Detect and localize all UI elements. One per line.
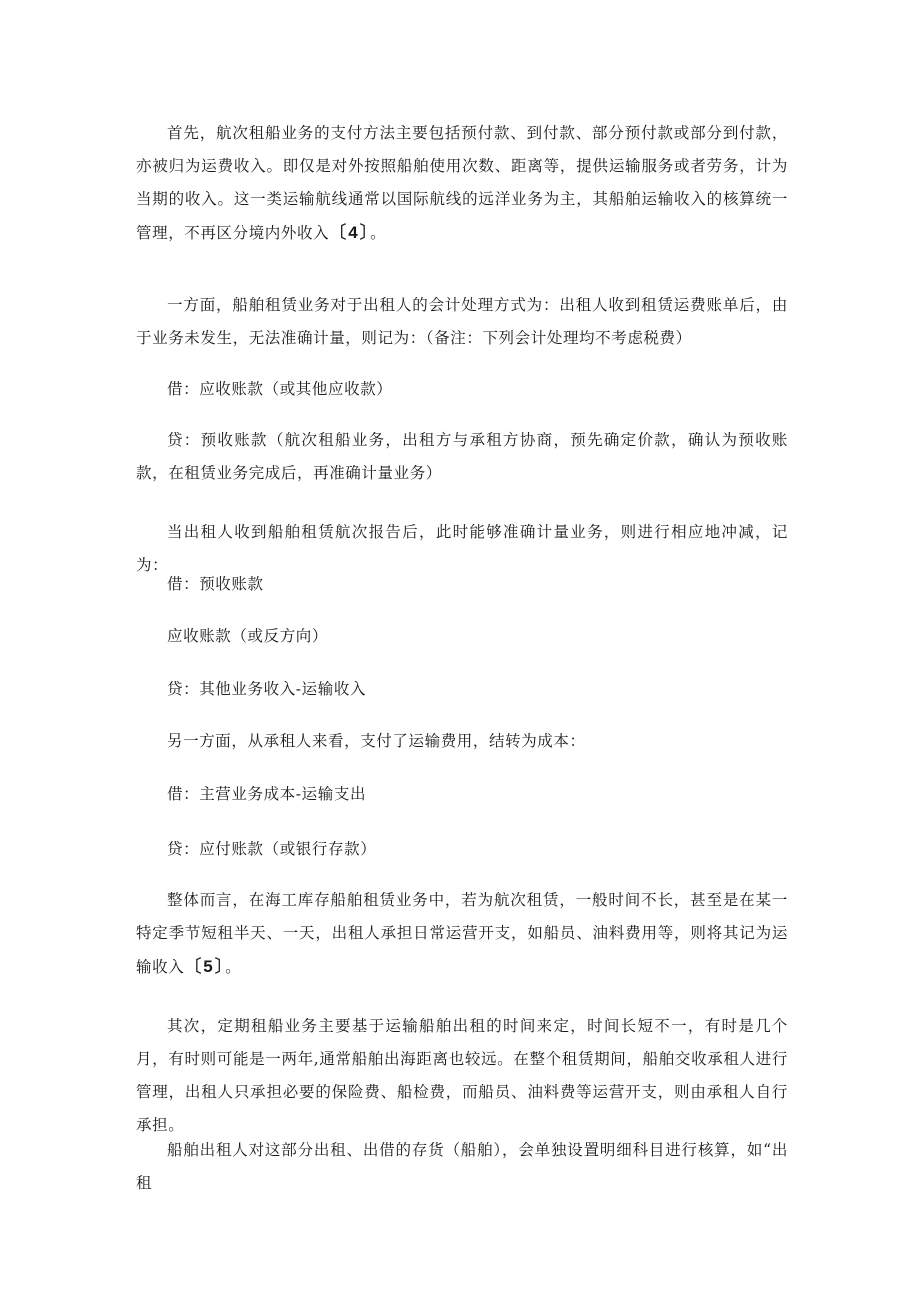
paragraph-text: 当出租人收到船舶租赁航次报告后，此时能够准确计量业务，则进行相应地冲减，记为： xyxy=(136,523,788,574)
paragraph-tail: 。 xyxy=(225,958,242,976)
paragraph-text: 整体而言，在海工库存船舶租赁业务中，若为航次租赁，一般时间不长，甚至是在某一特定季节短租半天、一天，出租人承担日常运营开支，如船员、油料费用等，则将其记为运输收入 xyxy=(136,891,788,976)
paragraph-debit-main-cost xyxy=(136,778,788,811)
paragraph-text: 一方面，船舶租赁业务对于出租人的会计处理方式为：出租人收到租赁运费账单后，由于业务未发生，无法准确计量，则记为：（备注：下列会计处理均不考虑税费） xyxy=(136,296,788,347)
citation-ref-5: 〔5〕 xyxy=(184,957,226,976)
paragraph-lessee-view xyxy=(136,725,788,758)
paragraph-lessor-accounting xyxy=(136,289,788,355)
paragraph-text: 贷：其他业务收入-运输收入 xyxy=(167,680,367,698)
paragraph-text: 应收账款（或反方向） xyxy=(167,627,329,645)
paragraph-voyage-charter-payment xyxy=(136,117,788,250)
paragraph-text: 借：主营业务成本-运输支出 xyxy=(167,785,367,803)
paragraph-credit-payable xyxy=(136,833,788,866)
paragraph-debit-advance xyxy=(136,568,788,601)
paragraph-text: 借：应收账款（或其他应收款） xyxy=(167,380,393,398)
paragraph-text: 船舶出租人对这部分出租、出借的存货（船舶），会单独设置明细科目进行核算，如“出租 xyxy=(136,1141,788,1192)
paragraph-lessor-inventory xyxy=(136,1134,788,1200)
paragraph-debit-receivable xyxy=(136,373,788,406)
paragraph-overall-summary xyxy=(136,884,788,984)
paragraph-text: 首先，航次租船业务的支付方法主要包括预付款、到付款、部分预付款或部分到付款，亦被归为运费收入。即仅是对外按照船舶使用次数、距离等，提供运输服务或者劳务，计为当期的收入。这一类运输航线通常以国际航线的远洋业务为主，其船舶运输收入的核算统一管理，不再区分境内外收入 xyxy=(136,124,788,242)
paragraph-text: 贷：应付账款（或银行存款） xyxy=(167,840,377,858)
paragraph-text: 其次，定期租船业务主要基于运输船舶出租的时间来定，时间长短不一，有时是几个月，有时则可能是一两年,通常船舶出海距离也较远。在整个租赁期间，船舶交收承租人进行管理，出租人只承担必要的保险费、船检费，而船员、油料费等运营开支，则由承租人自行承担。 xyxy=(136,1017,788,1134)
paragraph-text: 借：预收账款 xyxy=(167,575,264,593)
paragraph-text: 贷：预收账款（航次租船业务，出租方与承租方协商，预先确定价款，确认为预收账款，在租赁业务完成后，再准确计量业务） xyxy=(136,431,788,482)
paragraph-time-charter xyxy=(136,1010,788,1142)
paragraph-credit-advance xyxy=(136,424,788,490)
paragraph-receivable-reverse xyxy=(136,620,788,653)
paragraph-tail: 。 xyxy=(370,224,387,242)
paragraph-text: 另一方面，从承租人来看，支付了运输费用，结转为成本： xyxy=(167,732,586,750)
citation-ref-4: 〔4〕 xyxy=(329,223,371,242)
paragraph-credit-other-income xyxy=(136,673,788,706)
